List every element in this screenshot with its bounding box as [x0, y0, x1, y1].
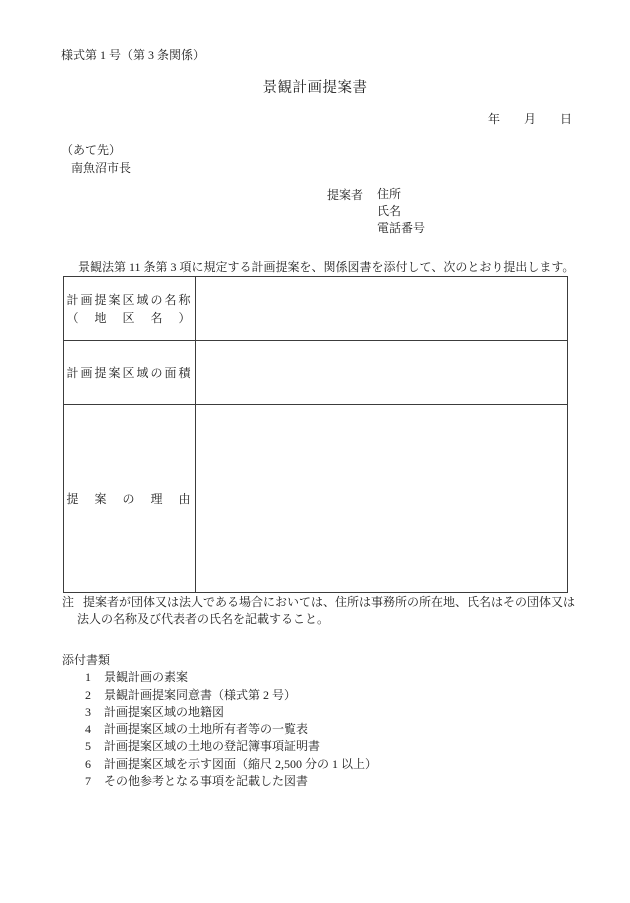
row-label-name: [64, 277, 196, 340]
attachments-heading: 添付書類: [62, 653, 111, 667]
attachment-text: その他参考となる事項を記載した図書: [104, 774, 309, 789]
attachment-item: [62, 704, 377, 721]
attachment-text: 計画提案区域の地籍図: [104, 704, 225, 719]
attachment-number: 1: [85, 670, 91, 685]
note-marker: 注: [62, 595, 75, 609]
row-label-area: [64, 341, 196, 404]
row-label-reason-line1: 提 案 の 理 由: [66, 491, 193, 506]
attachment-number: 2: [85, 687, 91, 702]
note-line1-text: 提案者が団体又は法人である場合においては、住所は事務所の所在地、氏名はその団体又は: [83, 595, 576, 609]
attachment-item: [62, 721, 377, 738]
attachment-number: 6: [85, 756, 91, 771]
note-block: [62, 594, 574, 628]
intro-sentence: 景観法第 11 条第 3 項に規定する計画提案を、関係図書を添付して、次のとおり提出します。: [78, 260, 575, 274]
attachment-text: 景観計画の素案: [104, 670, 189, 685]
proposer-field-name: 氏名: [377, 204, 402, 218]
form-number: 様式第 1 号（第 3 条関係）: [61, 48, 206, 62]
attachment-item: [62, 669, 377, 686]
row-value-name: [196, 277, 567, 340]
attachments-block: [62, 652, 377, 790]
date-line: 年 月 日: [487, 112, 572, 126]
attachment-number: 7: [85, 774, 91, 789]
note-line2: 法人の名称及び代表者の氏名を記載すること。: [77, 612, 330, 626]
attachment-number: 3: [85, 704, 91, 719]
proposer-label: 提案者: [327, 188, 364, 202]
addressee-label: （あて先）: [61, 143, 122, 157]
table-row-reason: [64, 404, 567, 592]
proposer-fields: [377, 186, 425, 237]
attachment-item: [62, 687, 377, 704]
note-line1: [62, 594, 574, 611]
attachment-text: 計画提案区域を示す図面（縮尺 2,500 分の 1 以上）: [104, 756, 378, 771]
attachment-text: 計画提案区域の土地所有者等の一覧表: [104, 722, 309, 737]
row-label-name-line1: 計画提案区域の名称: [66, 292, 193, 307]
proposer-field-address: 住所: [377, 187, 402, 201]
addressee-name: 南魚沼市長: [71, 161, 132, 175]
row-value-reason: [196, 405, 567, 592]
row-label-name-line2: （ 地 区 名 ）: [66, 310, 193, 325]
proposer-field-phone: 電話番号: [377, 221, 426, 235]
attachment-text: 計画提案区域の土地の登記簿事項証明書: [104, 739, 321, 754]
document-title: 景観計画提案書: [262, 80, 368, 96]
attachment-item: [62, 738, 377, 755]
attachment-number: 4: [85, 722, 91, 737]
attachment-text: 景観計画提案同意書（様式第 2 号）: [104, 687, 297, 702]
attachment-item: [62, 773, 377, 790]
row-label-reason: [64, 405, 196, 592]
table-row-area: [64, 340, 567, 404]
proposal-table: [63, 276, 568, 593]
row-value-area: [196, 341, 567, 404]
proposer-block: [327, 186, 425, 237]
attachment-number: 5: [85, 739, 91, 754]
table-row-name: [64, 277, 567, 340]
row-label-area-line1: 計画提案区域の面積: [66, 365, 193, 380]
attachment-item: [62, 756, 377, 773]
